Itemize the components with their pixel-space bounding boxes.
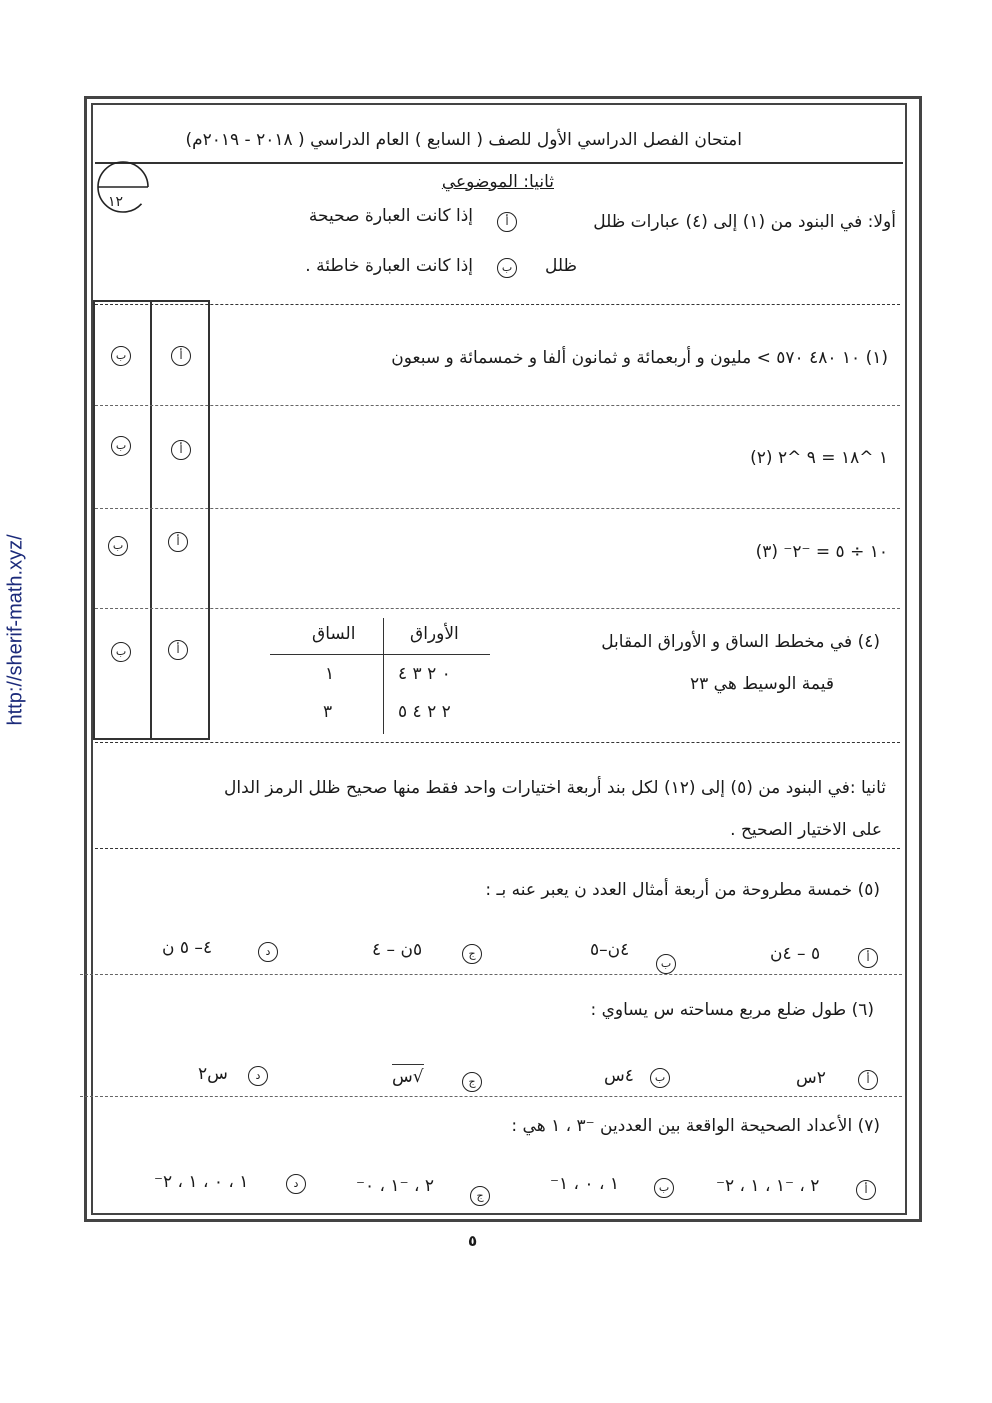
stem-leaf-hline bbox=[270, 654, 490, 655]
q5-option-b-bubble[interactable]: ب bbox=[656, 954, 676, 974]
stem-leaf-header-stem: الساق bbox=[312, 624, 356, 644]
row2-true-bubble[interactable]: أ bbox=[171, 440, 191, 460]
row-divider bbox=[95, 405, 900, 406]
row3-false-bubble[interactable]: ب bbox=[108, 536, 128, 556]
false-bubble-icon: ب bbox=[497, 258, 517, 278]
part1-instruction-line1-b: إذا كانت العبارة صحيحة bbox=[308, 206, 473, 226]
q5-stem: (٥) خمسة مطروحة من أربعة أمثال العدد ن يعبر عنه بـ : bbox=[485, 880, 880, 900]
q7-option-c-bubble[interactable]: ج bbox=[470, 1186, 490, 1206]
q6-divider bbox=[80, 1096, 902, 1097]
item-1-text: (١) ١٠ ٤٨٠ ٥٧٠ > مليون و أربعمائة و ثمانون ألفا و خمسمائة و سبعون bbox=[391, 348, 888, 368]
part2-instruction-line2: على الاختيار الصحيح . bbox=[730, 820, 882, 840]
q6-option-a-text: ٢س bbox=[796, 1068, 826, 1088]
item-3-text: (٣) ⁻١٠ ÷ ٥ = ⁻٢ bbox=[755, 542, 888, 562]
q6-option-b-bubble[interactable]: ب bbox=[650, 1068, 670, 1088]
q6-option-b-text: ٤س bbox=[604, 1066, 634, 1086]
part1-instruction-line1-a: أولا: في البنود من (١) إلى (٤) عبارات ظلل bbox=[593, 212, 896, 232]
row-divider bbox=[95, 742, 900, 743]
q5-option-c-text: ٥ن – ٤ bbox=[372, 940, 423, 960]
stem-leaf-stem-2: ٣ bbox=[323, 702, 333, 722]
q6-option-a-bubble[interactable]: أ bbox=[858, 1070, 878, 1090]
page-number: ٥ bbox=[468, 1232, 478, 1250]
true-bubble-icon: أ bbox=[497, 212, 517, 232]
part1-instruction-line2-b: إذا كانت العبارة خاطئة . bbox=[305, 256, 473, 276]
mark-badge: ١٢ bbox=[108, 194, 124, 210]
part1-divider bbox=[95, 304, 900, 305]
q7-option-a-bubble[interactable]: أ bbox=[856, 1180, 876, 1200]
section-title: ثانيا: الموضوعي bbox=[441, 172, 554, 192]
q5-option-d-bubble[interactable]: د bbox=[258, 942, 278, 962]
item-2-text: (٢) ١ ^١٨ = ٩ ^٢ bbox=[750, 448, 888, 468]
q5-option-b-text: ٤ن–٥ bbox=[590, 940, 630, 960]
header-divider bbox=[95, 162, 903, 164]
stem-leaf-leaves-1: ٠ ٢ ٣ ٤ bbox=[398, 664, 451, 684]
row3-true-bubble[interactable]: أ bbox=[168, 532, 188, 552]
q7-option-d-text: ⁻١ ، ٠ ، ١ ، ٢ bbox=[154, 1172, 249, 1192]
q6-stem: (٦) طول ضلع مربع مساحته س يساوي : bbox=[590, 1000, 874, 1020]
q5-divider bbox=[80, 974, 902, 975]
answer-grid-divider bbox=[150, 300, 152, 740]
stem-leaf-stem-1: ١ bbox=[325, 664, 335, 684]
side-url: http://sherif-math.xyz/ bbox=[4, 534, 27, 726]
item-4-text-line2: قيمة الوسيط هي ٢٣ bbox=[689, 674, 834, 694]
q7-option-c-text: ⁻٢ ، ⁻١ ، ٠ bbox=[356, 1176, 434, 1196]
row1-false-bubble[interactable]: ب bbox=[111, 346, 131, 366]
q5-option-d-text: ٤– ٥ ن bbox=[162, 938, 213, 958]
row4-true-bubble[interactable]: أ bbox=[168, 640, 188, 660]
row-divider bbox=[95, 508, 900, 509]
q5-option-a-bubble[interactable]: أ bbox=[858, 948, 878, 968]
stem-leaf-leaves-2: ٢ ٢ ٤ ٥ bbox=[398, 702, 451, 722]
q6-option-c-text: √س bbox=[392, 1064, 424, 1087]
q7-option-d-bubble[interactable]: د bbox=[286, 1174, 306, 1194]
stem-leaf-vline bbox=[383, 618, 384, 734]
row1-true-bubble[interactable]: أ bbox=[171, 346, 191, 366]
q7-option-a-text: ⁻٢ ، ⁻١ ، ١ ، ٢ bbox=[716, 1176, 820, 1196]
exam-title: امتحان الفصل الدراسي الأول للصف ( السابع ) العام الدراسي ( ٢٠١٨ - ٢٠١٩م) bbox=[185, 130, 742, 150]
q7-stem: (٧) الأعداد الصحيحة الواقعة بين العددين ⁻٣ ، ١ هي : bbox=[511, 1116, 880, 1136]
q5-option-a-text: ٥ – ٤ن bbox=[770, 944, 821, 964]
row2-false-bubble[interactable]: ب bbox=[111, 436, 131, 456]
row4-false-bubble[interactable]: ب bbox=[111, 642, 131, 662]
part2-instruction-line1: ثانيا :في البنود من (٥) إلى (١٢) لكل بند أربعة اختيارات واحد فقط منها صحيح ظلل الرمز الدال bbox=[224, 778, 886, 798]
row-divider bbox=[95, 608, 900, 609]
q5-option-c-bubble[interactable]: ج bbox=[462, 944, 482, 964]
stem-leaf-header-leaves: الأوراق bbox=[410, 624, 459, 644]
part2-divider bbox=[95, 848, 900, 849]
q6-option-c-bubble[interactable]: ج bbox=[462, 1072, 482, 1092]
part1-instruction-line2-a: ظلل bbox=[544, 256, 577, 276]
q7-option-b-text: ⁻١ ، ٠ ، ١ bbox=[550, 1174, 619, 1194]
q6-option-d-text: س٢ bbox=[198, 1064, 228, 1084]
q7-option-b-bubble[interactable]: ب bbox=[654, 1178, 674, 1198]
item-4-text-line1: (٤) في مخطط الساق و الأوراق المقابل bbox=[601, 632, 880, 652]
q6-option-d-bubble[interactable]: د bbox=[248, 1066, 268, 1086]
